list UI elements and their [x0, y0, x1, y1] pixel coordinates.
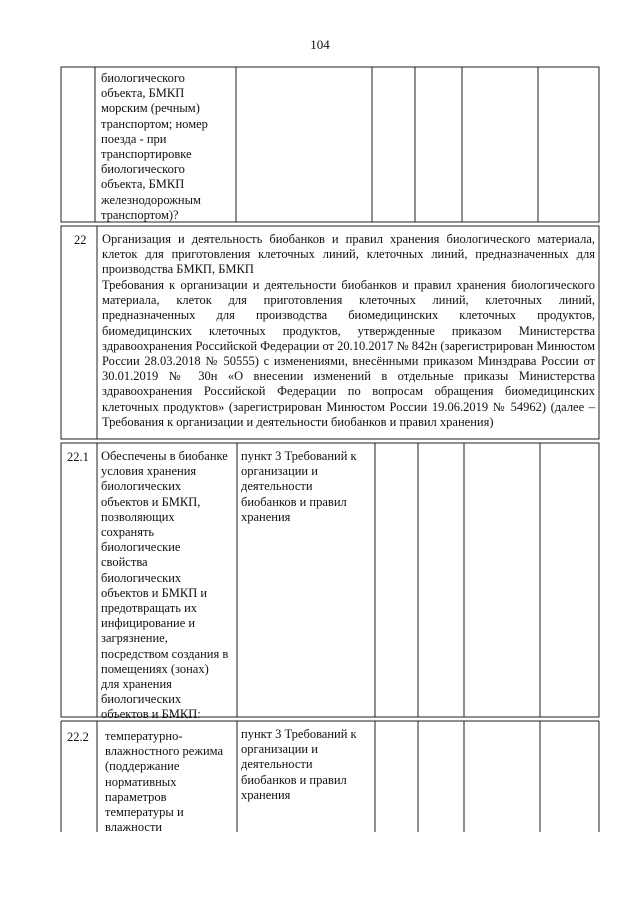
row-22-2-question: температурно- влажностного режима (поддержание нормативных параметров температуры и влажности — [105, 729, 224, 835]
row-22-2-number: 22.2 — [67, 730, 89, 744]
row-22-1-number: 22.1 — [67, 450, 89, 464]
row-22-1-reference: пункт 3 Требований к организации и деятельности биобанков и правил хранения — [241, 449, 357, 524]
row-22-1-question: Обеспечены в биобанке условия хранения биологических объектов и БМКП, позволяющих сохранять биологические свойства биологических объектов и БМКП и предотвращать их инфицирование и загрязнение, посредством создания в помещениях (зонах) для хранения биологических объектов и БМКП: — [101, 449, 229, 722]
section-22-title: Организация и деятельность биобанков и правил хранения биологического материала, клеток для приготовления клеточных линий, клеточных линий, предназначенных для производства БМКП, БМКП — [102, 232, 595, 277]
row-22-2-reference: пункт 3 Требований к организации и деятельности биобанков и правил хранения — [241, 727, 357, 802]
section-22-body: Требования к организации и деятельности биобанков и правил хранения биологического материала, клеток для приготовления клеточных линий, клеточных линий, предназначенных для производства биомедицинских клеточных продуктов, биомедицинских клеточных продуктов, утвержденные приказом Министерства здравоохранения Российской Федерации от 20.10.2017 № 842н (зарегистрирован Минюстом России 28.03.2018 № 50555) с изменениями, внесёнными приказом Минздрава России от 30.01.2019 № 30н «О внесении изменений в отдельные приказы Министерства здравоохранения Российской Федерации по вопросам обращения биомедицинских клеточных продуктов» (зарегистрирован Минюстом России 19.06.2019 № 54962) (далее – Требования к организации и деятельности биобанков и правил хранения) — [102, 278, 595, 429]
page-number: 104 — [310, 37, 330, 52]
continuation-question-text: биологического объекта, БМКП морским (речным) транспортом; номер поезда - при транспортировке биологического объекта, БМКП железнодорожным транспортом)? — [101, 71, 208, 222]
section-22-number: 22 — [74, 233, 87, 247]
